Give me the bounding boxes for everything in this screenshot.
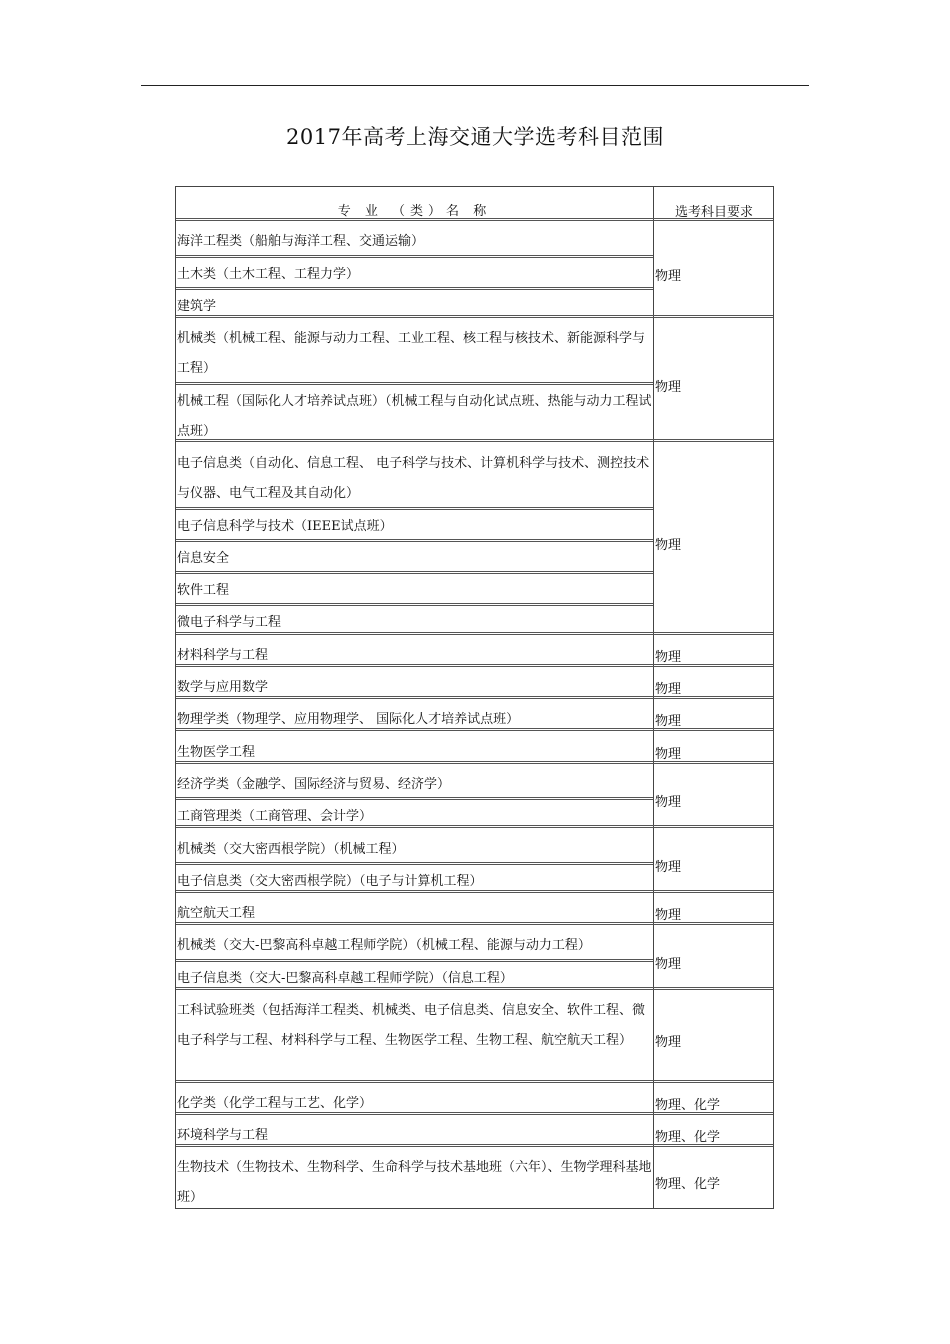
table-row: 海洋工程类（船舶与海洋工程、交通运输） [177,234,425,249]
group-divider [176,728,773,731]
requirement-cell: 物理 [655,860,682,875]
table-row: 微电子科学与工程 [177,615,282,630]
table-row: 电子信息类（自动化、信息工程、 电子科学与技术、计算机科学与技术、测控技术与仪器、电气工程及其自动化） [177,456,650,501]
requirement-cell: 物理、化学 [655,1130,721,1145]
requirement-cell: 物理 [655,714,682,729]
requirement-cell: 物理 [655,1035,682,1050]
header-requirement: 选考科目要求 [674,205,753,220]
requirement-cell: 物理 [655,650,682,665]
requirement-cell: 物理 [655,795,682,810]
requirement-cell: 物理 [655,682,682,697]
row-divider [176,539,653,542]
requirement-cell: 物理 [655,538,682,553]
table-row: 生物医学工程 [177,745,256,760]
page-title: 2017年高考上海交通大学选考科目范围 [286,125,664,149]
table-row: 机械工程（国际化人才培养试点班）（机械工程与自动化试点班、热能与动力工程试点班） [177,394,652,439]
group-divider [176,1112,773,1115]
group-divider [176,439,773,442]
table-row: 环境科学与工程 [177,1128,269,1143]
group-divider [176,987,773,990]
requirement-cell: 物理 [655,908,682,923]
group-divider [176,922,773,925]
header-rule [141,85,809,86]
row-divider [176,959,653,962]
table-row: 电子信息类（交大密西根学院）（电子与计算机工程） [177,874,483,889]
group-divider [176,632,773,635]
requirement-cell: 物理 [655,747,682,762]
row-divider [176,797,653,800]
table-row: 机械类（机械工程、能源与动力工程、工业工程、核工程与核技术、新能源科学与工程） [177,331,646,376]
table-row: 软件工程 [177,583,230,598]
row-divider [176,571,653,574]
table-row: 材料科学与工程 [177,648,269,663]
row-divider [176,287,653,290]
table-row: 电子信息类（交大-巴黎高科卓越工程师学院）（信息工程） [177,971,513,986]
row-divider [176,382,653,385]
group-divider [176,315,773,318]
row-divider [176,862,653,865]
table-row: 机械类（交大密西根学院）（机械工程） [177,842,405,857]
row-divider [176,507,653,510]
table-row: 生物技术（生物技术、生物科学、生命科学与技术基地班（六年）、生物学理科基地班） [177,1160,652,1205]
row-divider [176,603,653,606]
requirement-cell: 物理、化学 [655,1177,721,1192]
table-row: 工科试验班类（包括海洋工程类、机械类、电子信息类、信息安全、软件工程、微电子科学与工程、材料科学与工程、生物医学工程、生物工程、航空航天工程） [177,1003,646,1048]
requirement-cell: 物理 [655,269,682,284]
table-row: 化学类（化学工程与工艺、化学） [177,1096,373,1111]
requirement-cell: 物理、化学 [655,1098,721,1113]
table-row: 经济学类（金融学、国际经济与贸易、经济学） [177,777,451,792]
requirement-cell: 物理 [655,957,682,972]
group-divider [176,890,773,893]
table-row: 物理学类（物理学、应用物理学、 国际化人才培养试点班） [177,712,520,727]
row-divider [176,255,653,258]
table-row: 机械类（交大-巴黎高科卓越工程师学院）（机械工程、能源与动力工程） [177,938,591,953]
table-row: 建筑学 [177,299,217,314]
table-row: 土木类（土木工程、工程力学） [177,267,360,282]
table-row: 数学与应用数学 [177,680,269,695]
table-row: 电子信息科学与技术（IEEE试点班） [177,519,393,534]
header-major: 专 业 （类）名 称 [337,204,492,219]
group-divider [176,825,773,828]
group-divider [176,761,773,764]
table-row: 信息安全 [177,551,230,566]
table-row: 航空航天工程 [177,906,256,921]
group-divider [176,1080,773,1083]
group-divider [176,1144,773,1147]
group-divider [176,664,773,667]
header-divider [176,218,773,221]
requirement-cell: 物理 [655,380,682,395]
table-row: 工商管理类（工商管理、会计学） [177,809,373,824]
group-divider [176,696,773,699]
